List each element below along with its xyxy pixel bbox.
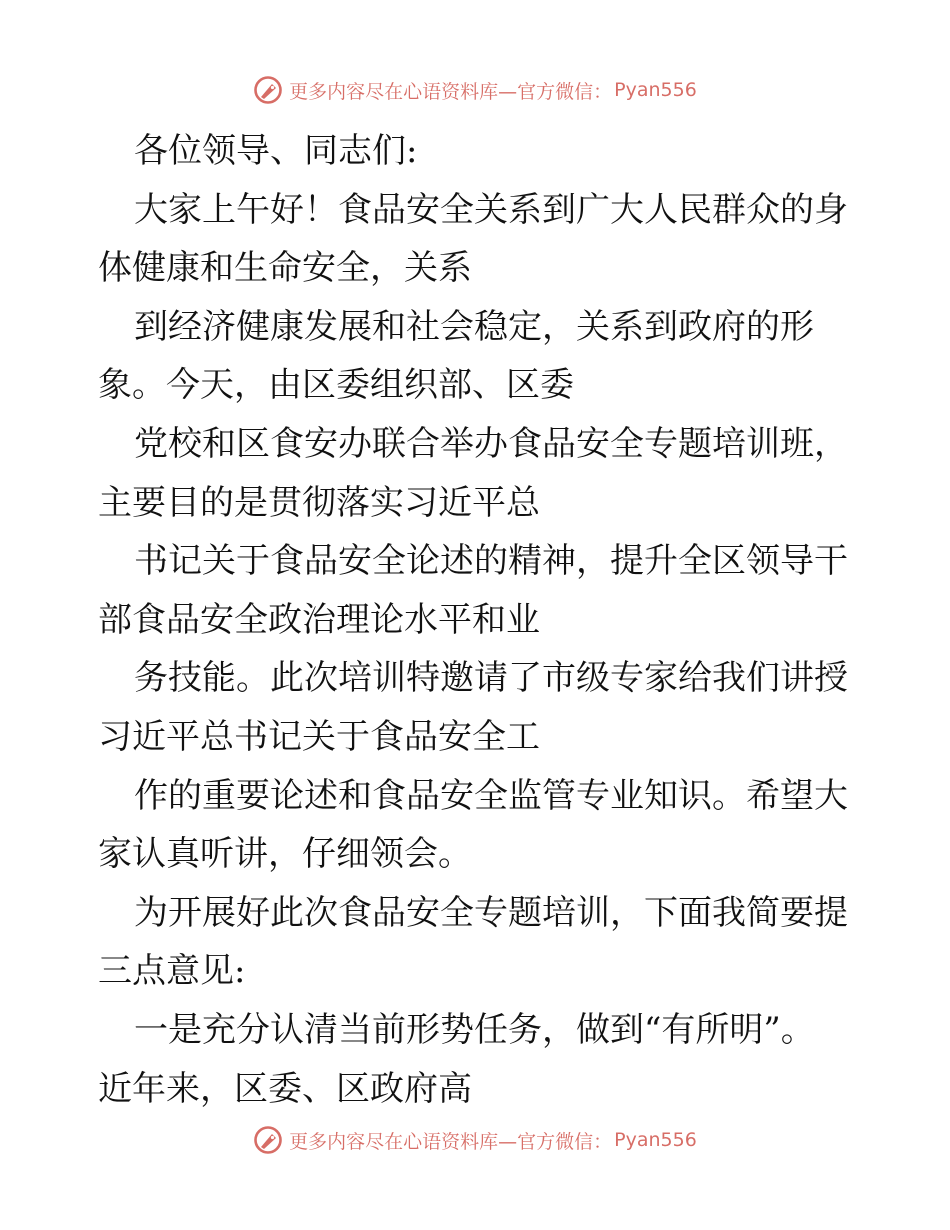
text-line: 家认真听讲，仔细领会。 bbox=[98, 834, 472, 875]
text-line: 各位领导、同志们: bbox=[134, 131, 418, 171]
footer-watermark bbox=[0, 1120, 950, 1160]
text-line: 近年来，区委、区政府高 bbox=[98, 1068, 472, 1109]
text-line: 一是充分认清当前形势任务，做到“有所明”。 bbox=[134, 1009, 815, 1050]
text-line: 体健康和生命安全，关系 bbox=[98, 248, 472, 289]
text-line: 象。今天，由区委组织部、区委 bbox=[98, 365, 574, 406]
text-line: 党校和区食安办联合举办食品安全专题培训班， bbox=[134, 423, 848, 464]
pen-nib-logo-icon bbox=[253, 75, 283, 105]
text-line: 作的重要论述和食品安全监管专业知识。希望大 bbox=[134, 775, 848, 816]
text-line: 习近平总书记关于食品安全工 bbox=[98, 716, 540, 757]
text-line: 大家上午好！食品安全关系到广大人民群众的身 bbox=[134, 189, 848, 230]
watermark-wechat-id: Pyan556 bbox=[614, 1129, 697, 1151]
header-watermark bbox=[0, 70, 950, 110]
text-line: 三点意见: bbox=[98, 951, 246, 992]
text-line: 到经济健康发展和社会稳定，关系到政府的形 bbox=[134, 306, 814, 347]
text-line: 主要目的是贯彻落实习近平总 bbox=[98, 482, 540, 523]
text-line: 书记关于食品安全论述的精神，提升全区领导干 bbox=[134, 541, 848, 582]
speech-body bbox=[98, 122, 858, 1118]
text-line: 部食品安全政治理论水平和业 bbox=[98, 599, 540, 640]
watermark-text: 更多内容尽在心语资料库—官方微信： bbox=[289, 80, 613, 103]
text-line: 为开展好此次食品安全专题培训，下面我简要提 bbox=[134, 892, 848, 933]
pen-nib-logo-icon bbox=[253, 1125, 283, 1155]
watermark-wechat-id: Pyan556 bbox=[614, 79, 697, 101]
watermark-text: 更多内容尽在心语资料库—官方微信： bbox=[289, 1130, 613, 1153]
text-line: 务技能。此次培训特邀请了市级专家给我们讲授 bbox=[134, 658, 848, 699]
